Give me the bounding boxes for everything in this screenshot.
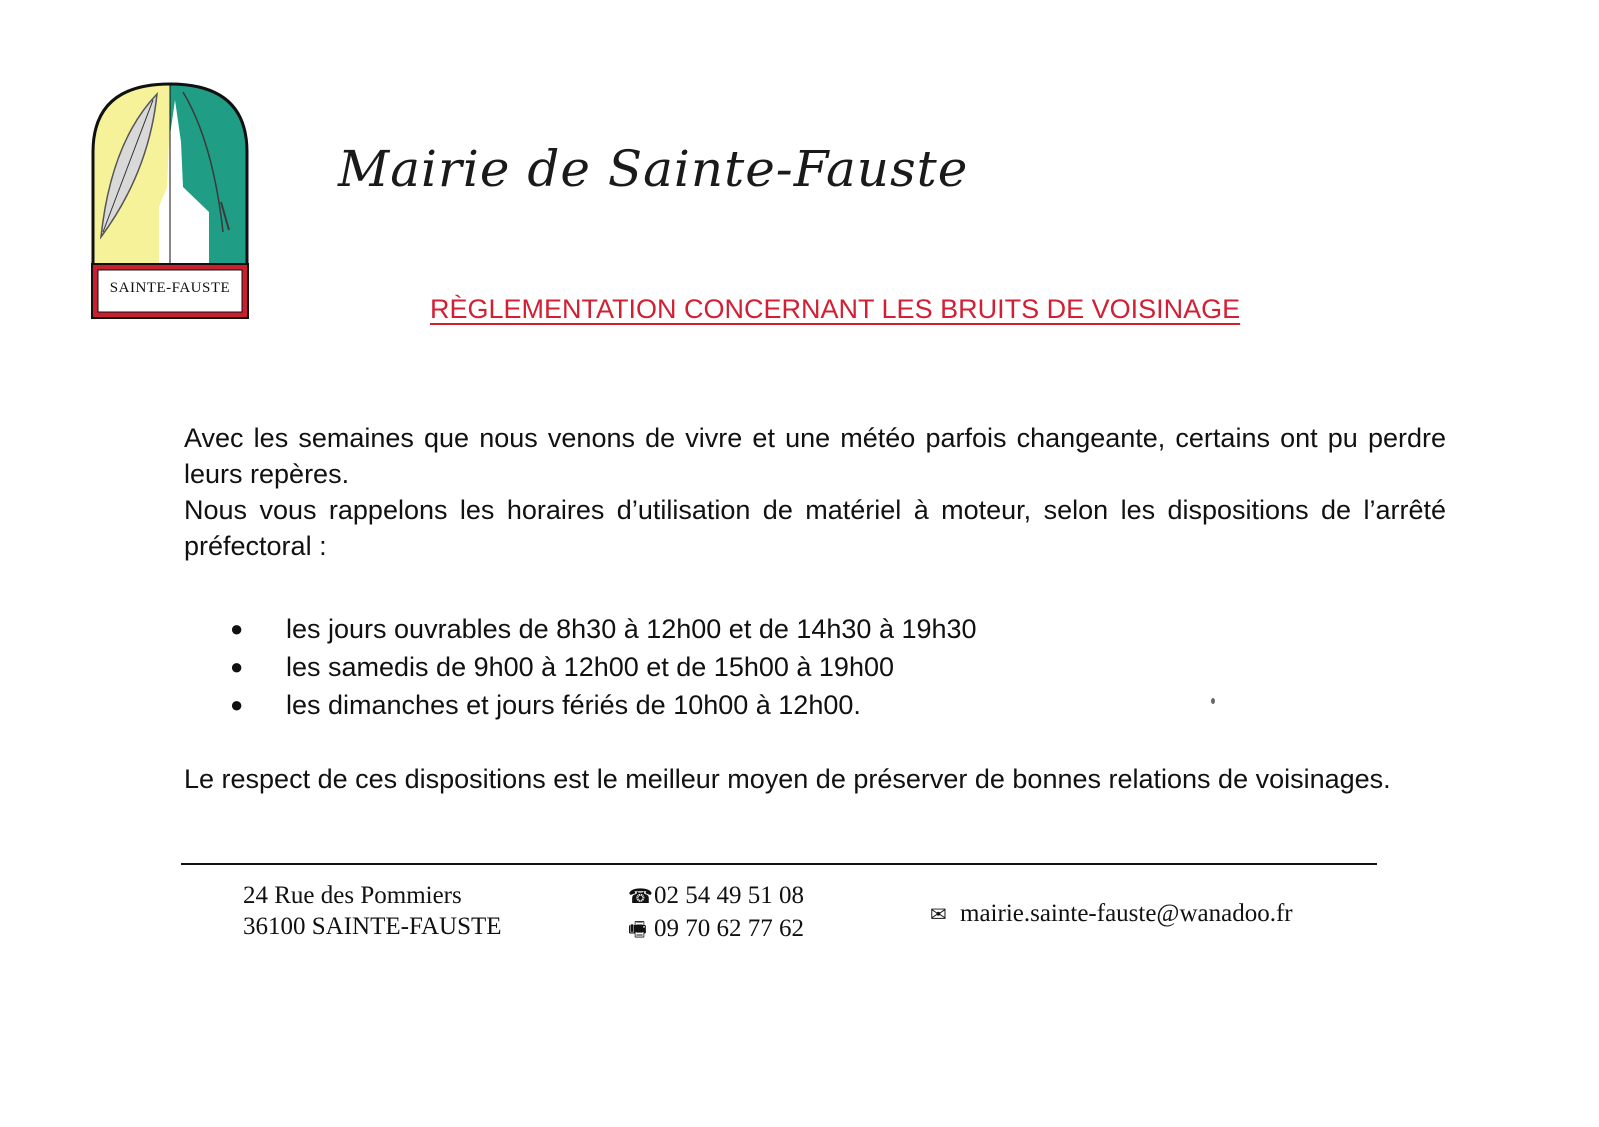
hours-list <box>230 610 1130 724</box>
address-street: 24 Rue des Pommiers <box>243 882 462 909</box>
list-item <box>230 648 1130 686</box>
email-address[interactable]: mairie.sainte-fauste@wanadoo.fr <box>960 900 1293 927</box>
mairie-title: Mairie de Sainte-Fauste <box>338 140 969 198</box>
fax-line <box>628 913 804 946</box>
fax-icon: 🖷 <box>628 919 647 941</box>
document-title: RÈGLEMENTATION CONCERNANT LES BRUITS DE VOISINAGE <box>430 294 1241 324</box>
phone-icon: ☎ <box>628 886 653 908</box>
footer-email <box>930 900 1293 928</box>
phone-number[interactable]: 02 54 49 51 08 <box>654 882 804 909</box>
footer-address <box>243 880 502 942</box>
bullet-icon: ● <box>230 616 244 641</box>
rule-weekdays: les jours ouvrables de 8h30 à 12h00 et de 14h30 à 19h30 <box>286 614 977 644</box>
fax-number: 09 70 62 77 62 <box>654 915 804 942</box>
body-text <box>184 420 1446 564</box>
mailbox-icon: ✉ <box>930 904 947 926</box>
bullet-icon: ● <box>230 692 244 717</box>
logo-label: SAINTE-FAUSTE <box>109 280 231 296</box>
rule-sundays-holidays: les dimanches et jours fériés de 10h00 à 12h00. <box>286 690 861 720</box>
address-city: 36100 SAINTE-FAUSTE <box>243 913 502 940</box>
list-item <box>230 610 1130 648</box>
paragraph-reminder: Nous vous rappelons les horaires d’utilisation de matériel à moteur, selon les dispositions de l’arrêté préfectoral : <box>184 495 1446 561</box>
municipal-logo <box>91 82 249 320</box>
phone-line <box>628 880 804 913</box>
paragraph-intro: Avec les semaines que nous venons de vivre et une météo parfois changeante, certains ont pu perdre leurs repères. <box>184 423 1446 489</box>
scan-speck <box>1211 698 1215 704</box>
list-item <box>230 686 1130 724</box>
closing-text: Le respect de ces dispositions est le meilleur moyen de préserver de bonnes relations de voisinages. <box>184 764 1391 794</box>
bullet-icon: ● <box>230 654 244 679</box>
rule-saturdays: les samedis de 9h00 à 12h00 et de 15h00 à 19h00 <box>286 652 894 682</box>
footer-divider <box>181 863 1377 865</box>
footer-phones <box>628 880 804 946</box>
